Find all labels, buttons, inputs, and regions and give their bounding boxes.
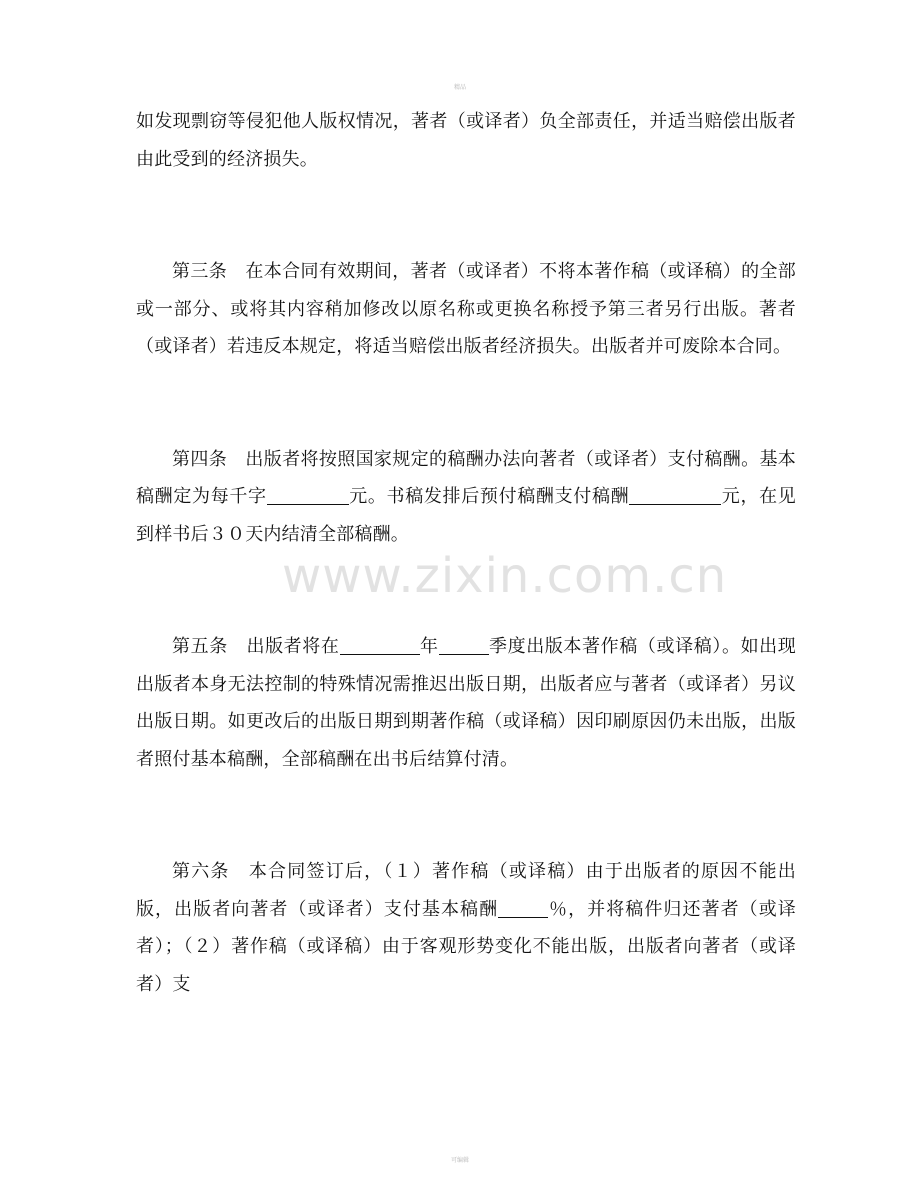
fee-per-thousand-blank bbox=[267, 486, 349, 505]
advance-fee-blank bbox=[629, 486, 721, 505]
footer-mark: 可编辑 bbox=[450, 1157, 469, 1164]
publish-year-blank bbox=[340, 636, 420, 655]
publish-quarter-blank bbox=[439, 636, 489, 655]
paragraph-gap bbox=[136, 178, 796, 253]
paragraph-gap bbox=[136, 553, 796, 628]
article-6-text-b: ％，并将稿件归还著者（或译者）；（２）著作稿（或译稿）由于客观形势变化不能出版，出版者向著者（或译者）支 bbox=[136, 898, 796, 995]
header-mark: 精品 bbox=[453, 84, 466, 91]
basic-fee-percent-blank bbox=[498, 899, 548, 918]
document-body bbox=[136, 103, 796, 1003]
paragraph-article-5 bbox=[136, 628, 796, 778]
paragraph-article-6 bbox=[136, 853, 796, 1003]
paragraph-gap bbox=[136, 778, 796, 853]
article-5-text-b: 年 bbox=[419, 636, 439, 657]
article-4-text-c: 元，在见到样书后３０天内结清全部稿酬。 bbox=[136, 486, 796, 545]
paragraph-liability: 如发现剽窃等侵犯他人版权情况，著者（或译者）负全部责任，并适当赔偿出版者由此受到的经济损失。 bbox=[136, 111, 796, 170]
article-4-text-b: 元。书稿发排后预付稿酬支付稿酬 bbox=[348, 486, 630, 507]
watermark: www.zixin.com.cn bbox=[282, 548, 728, 604]
paragraph-gap bbox=[136, 366, 796, 441]
paragraph-article-3: 第三条 在本合同有效期间，著者（或译者）不将本著作稿（或译稿）的全部或一部分、或将其内容稍加修改以原名称或更换名称授予第三者另行出版。著者（或译者）若违反本规定，将适当赔偿出版者经济损失。出版者并可废除本合同。 bbox=[136, 261, 796, 357]
article-4-text-a: 第四条 出版者将按照国家规定的稿酬办法向著者（或译者）支付稿酬。基本稿酬定为每千字 bbox=[136, 448, 796, 507]
article-5-text-a: 第五条 出版者将在 bbox=[172, 636, 340, 657]
article-6-text-a: 第六条 本合同签订后，（１）著作稿（或译稿）由于出版者的原因不能出版，出版者向著者（或译者）支付基本稿酬 bbox=[136, 861, 796, 920]
paragraph-article-4 bbox=[136, 441, 796, 554]
article-5-text-c: 季度出版本著作稿（或译稿）。如出现出版者本身无法控制的特殊情况需推迟出版日期，出版者应与著者（或译者）另议出版日期。如更改后的出版日期到期著作稿（或译稿）因印刷原因仍未出版，出版者照付基本稿酬，全部稿酬在出书后结算付清。 bbox=[136, 636, 796, 770]
